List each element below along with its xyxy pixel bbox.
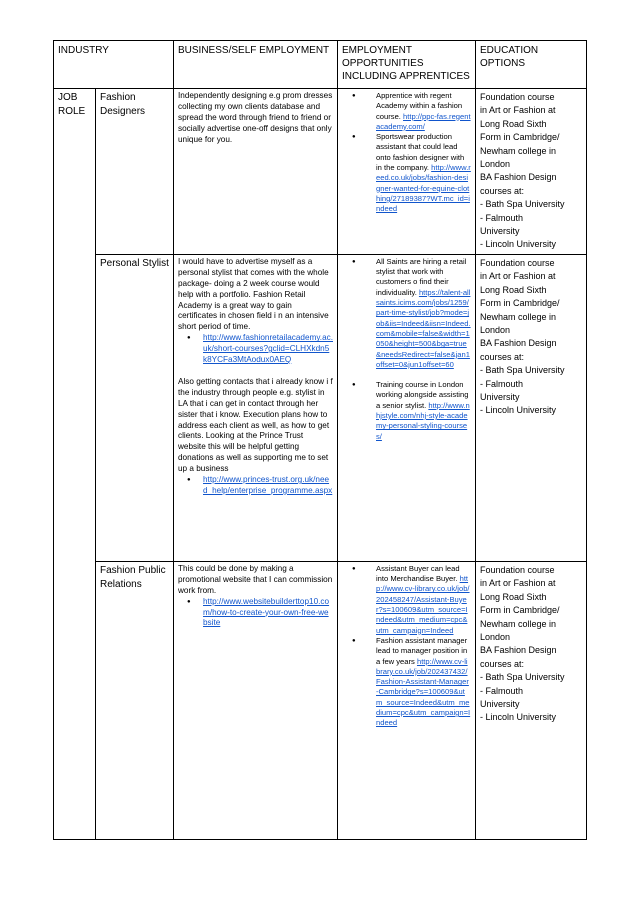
table-row — [54, 254, 587, 561]
education-line: London — [480, 631, 511, 642]
education-line: courses at: — [480, 185, 525, 196]
list-item — [342, 636, 471, 729]
employment-cell — [338, 89, 476, 255]
business-link[interactable]: http://www.websitebuilderttop10.com/how-to-create-your-own-free-website — [203, 596, 330, 628]
business-link[interactable]: http://www.princes-trust.org.uk/need_help/enterprise_programme.aspx — [203, 475, 333, 495]
job-role-label: JOB ROLE — [54, 89, 96, 840]
education-line: Long Road Sixth — [480, 118, 547, 129]
opportunity-text: Fashion assistant manager lead to manager position in a few years — [376, 635, 468, 666]
business-text: This could be done by making a promotional website that I can commission work from. — [178, 563, 333, 595]
business-cell — [174, 89, 338, 255]
education-line: Form in Cambridge/ — [480, 605, 560, 616]
opportunity-text: All Saints are hiring a retail stylist that work with customers o find their individuality. — [376, 256, 467, 297]
opportunity-text: Assistant Buyer can lead into Merchandise Buyer. — [376, 563, 460, 584]
education-line: - Falmouth — [480, 212, 524, 223]
education-line: London — [480, 324, 511, 335]
education-cell — [476, 254, 587, 561]
list-item — [178, 333, 333, 366]
role-name: Fashion Public Relations — [96, 561, 174, 839]
education-line: - Bath Spa University — [480, 365, 565, 376]
opportunity-text: Sportswear production assistant that could lead onto fashion designer with in the company. — [376, 132, 465, 173]
header-business: BUSINESS/SELF EMPLOYMENT — [174, 41, 338, 89]
list-item — [342, 132, 471, 214]
education-cell — [476, 561, 587, 839]
education-line: Foundation course — [480, 564, 555, 575]
education-line: - Lincoln University — [480, 405, 557, 416]
business-cell — [174, 254, 338, 561]
list-item — [342, 257, 471, 370]
header-industry: INDUSTRY — [54, 41, 174, 89]
business-text: Independently designing e.g prom dresses collecting my own clients database and spread the word through friend to friend or socially advertise one-off designs that only unique for you. — [178, 91, 333, 144]
education-line: Form in Cambridge/ — [480, 298, 560, 309]
header-row — [54, 41, 587, 89]
education-line: - Lincoln University — [480, 239, 557, 250]
education-line: - Bath Spa University — [480, 199, 565, 210]
opportunity-link[interactable]: https://talent-allsaints.icims.com/jobs/1259/part-time-stylist/job?mode=job&iis=Indeed&iisn=Indeed.com&mobile=false&width=1050&height=500&bga=true&needsRedirect=false&jan1offset=0&jun1offset=60 — [376, 287, 471, 369]
education-line: Newham college in — [480, 311, 557, 322]
education-line: Foundation course — [480, 92, 555, 102]
header-education: EDUCATION OPTIONS — [476, 41, 587, 89]
education-line: Form in Cambridge/ — [480, 132, 560, 143]
header-employment: EMPLOYMENT OPPORTUNITIES INCLUDING APPRENTICES — [338, 41, 476, 89]
role-name: Fashion Designers — [96, 89, 174, 255]
education-line: University — [480, 391, 520, 402]
education-line: Long Road Sixth — [480, 284, 547, 295]
opportunity-link[interactable]: http://www.cv-library.co.uk/job/202458247/Assistant-Buyer?s=100609&utm_source=Indeed&utm_medium=cpc&utm_campaign=Indeed — [376, 574, 470, 635]
business-cell — [174, 561, 338, 839]
table-row — [54, 89, 587, 255]
education-line: Long Road Sixth — [480, 591, 547, 602]
opportunity-text: Training course in London working alongside assisting a senior stylist. — [376, 380, 469, 410]
education-line: - Bath Spa University — [480, 672, 565, 683]
education-line: - Lincoln University — [480, 712, 557, 723]
education-line: BA Fashion Design — [480, 172, 557, 183]
career-table — [53, 40, 587, 840]
education-line: Newham college in — [480, 145, 557, 156]
education-line: in Art or Fashion at — [480, 105, 556, 116]
opportunity-link[interactable]: http://www.reed.co.uk/jobs/fashion-designer-wanted-for-equine-clothing/27189387?WT.mc_id=indeed — [376, 163, 471, 214]
education-line: - Falmouth — [480, 685, 524, 696]
business-text: I would have to advertise myself as a personal stylist that comes with the whole package- doing a 2 week course would help with a portfolio. Fashion Retail Academy is a great way to gain certificates in chosen field i n an intensive short period of time. — [178, 256, 329, 332]
education-line: London — [480, 159, 511, 170]
education-line: University — [480, 226, 520, 237]
education-line: BA Fashion Design — [480, 645, 557, 656]
education-line: University — [480, 698, 520, 709]
education-line: Newham college in — [480, 618, 557, 629]
business-text: Also getting contacts that i already know i f the industry through people e.g. stylist in LA that i can get in contact through her sister that i know. Execution plans how to address each client as well, as how to get clients. Looking at the Prince Trust website this will be helpful getting donations as well as supporting me to set up a business — [178, 376, 333, 474]
list-item — [178, 597, 333, 630]
education-cell — [476, 89, 587, 255]
list-item — [342, 380, 471, 442]
opportunity-link[interactable]: http://www.cv-library.co.uk/job/202437432/Fashion-Assistant-Manager-Cambridge?s=100609&utm_source=Indeed&utm_medium=cpc&utm_campaign=Indeed — [376, 656, 471, 728]
education-line: in Art or Fashion at — [480, 271, 556, 282]
opportunity-link[interactable]: http://ppc-fas.regentacademy.com/ — [376, 111, 471, 131]
employment-cell — [338, 254, 476, 561]
education-line: courses at: — [480, 351, 525, 362]
employment-cell — [338, 561, 476, 839]
list-item — [342, 564, 471, 636]
opportunity-text: Apprentice with regent Academy within a fashion course. — [376, 91, 463, 121]
list-item — [178, 475, 333, 497]
table-row — [54, 561, 587, 839]
role-name: Personal Stylist — [96, 254, 174, 561]
business-link[interactable]: http://www.fashionretailacademy.ac.uk/short-courses?gclid=CLHXkdn5k8YCFa3MtAodux0AEQ — [203, 333, 333, 365]
opportunity-link[interactable]: http://www.nhjstyle.com/nhj-style-academy-personal-styling-courses/ — [376, 400, 470, 441]
education-line: BA Fashion Design — [480, 338, 557, 349]
education-line: in Art or Fashion at — [480, 578, 556, 589]
education-line: - Falmouth — [480, 378, 524, 389]
education-line: courses at: — [480, 658, 525, 669]
list-item — [342, 91, 471, 132]
education-line: Foundation course — [480, 257, 555, 268]
